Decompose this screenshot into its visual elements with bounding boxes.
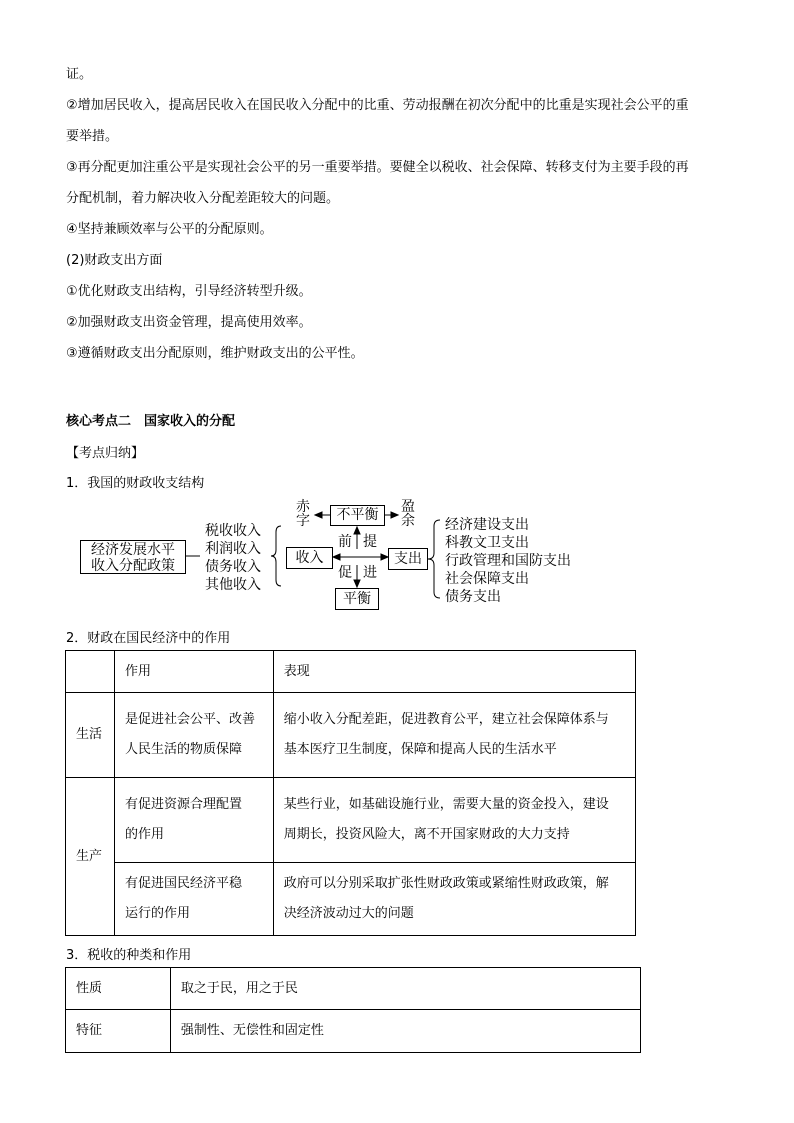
cell-line: 人民生活的物质保障 xyxy=(124,742,242,757)
cell-line: 周期长，投资风险大，离不开国家财政的大力支持 xyxy=(283,827,570,842)
subsection-title-2: 2．财政在国民经济中的作用 xyxy=(66,631,231,646)
tax-table xyxy=(65,967,641,1053)
intro-paragraphs xyxy=(66,60,736,370)
expenditure-box: 支出 xyxy=(388,548,428,570)
table-row xyxy=(66,1010,641,1053)
income-box: 收入 xyxy=(286,547,333,569)
header-cell: 表现 xyxy=(273,651,635,693)
surplus-label xyxy=(401,500,415,528)
cell-line: 运行的作用 xyxy=(124,906,190,921)
cell-line: 有促进资源合理配置 xyxy=(124,797,242,812)
surplus-char: 余 xyxy=(401,513,415,529)
text-line: 要举措。 xyxy=(66,129,119,144)
balance-box: 平衡 xyxy=(335,588,379,610)
role-cell xyxy=(114,778,273,863)
finance-role-table xyxy=(65,650,636,936)
surplus-char: 盈 xyxy=(401,499,415,515)
row-label: 生产 xyxy=(66,778,115,936)
promote-label-2: 进 xyxy=(363,565,377,581)
expense-type: 行政管理和国防支出 xyxy=(445,553,571,569)
cell-line: 是促进社会公平、改善 xyxy=(124,712,255,727)
cell-line: 有促进国民经济平稳 xyxy=(124,876,242,891)
promote-label-1: 促 xyxy=(338,565,352,581)
cell-line: 某些行业，如基础设施行业，需要大量的资金投入，建设 xyxy=(283,797,609,812)
income-type: 债务收入 xyxy=(205,559,261,575)
factor-policy: 收入分配政策 xyxy=(91,558,175,574)
expense-type: 债务支出 xyxy=(445,589,501,605)
header-cell: 作用 xyxy=(114,651,273,693)
income-type: 利润收入 xyxy=(205,541,261,557)
deficit-char: 字 xyxy=(296,513,310,529)
show-cell xyxy=(273,778,635,863)
text-line: (2)财政支出方面 xyxy=(66,253,163,268)
show-cell xyxy=(273,693,635,778)
expense-type: 科教文卫支出 xyxy=(445,535,529,551)
text-line: ③再分配更加注重公平是实现社会公平的另一重要举措。要健全以税收、社会保障、转移支付为主要手段的再 xyxy=(66,160,689,175)
header-cell xyxy=(66,651,115,693)
text-line: ②增加居民收入，提高居民收入在国民收入分配中的比重、劳动报酬在初次分配中的比重是实现社会公平的重 xyxy=(66,98,689,113)
table-row xyxy=(66,968,641,1010)
row-label: 生活 xyxy=(66,693,115,778)
show-cell xyxy=(273,863,635,936)
summary-tag: 【考点归纳】 xyxy=(66,446,145,461)
text-line: ②加强财政支出资金管理，提高使用效率。 xyxy=(66,315,312,330)
income-types xyxy=(205,522,261,594)
cell-line: 政府可以分别采取扩张性财政政策或紧缩性财政政策，解 xyxy=(283,876,609,891)
text-line: ③遵循财政支出分配原则，维护财政支出的公平性。 xyxy=(66,346,364,361)
income-type: 其他收入 xyxy=(205,577,261,593)
expense-types xyxy=(445,516,571,606)
row-label: 特征 xyxy=(66,1010,171,1053)
premise-label-2: 提 xyxy=(363,534,377,550)
factor-economy: 经济发展水平 xyxy=(91,542,175,558)
subsection-title-1: 1．我国的财政收支结构 xyxy=(66,476,205,491)
row-value: 取之于民，用之于民 xyxy=(170,968,640,1010)
section-title: 核心考点二 国家收入的分配 xyxy=(66,414,236,429)
factors-box xyxy=(80,540,186,574)
subsection-title-3: 3．税收的种类和作用 xyxy=(66,948,192,963)
text-line: ④坚持兼顾效率与公平的分配原则。 xyxy=(66,222,273,237)
table-row xyxy=(66,863,636,936)
row-value: 强制性、无偿性和固定性 xyxy=(170,1010,640,1053)
table-row xyxy=(66,778,636,863)
text-line: ①优化财政支出结构，引导经济转型升级。 xyxy=(66,284,312,299)
role-cell xyxy=(114,693,273,778)
imbalance-box: 不平衡 xyxy=(330,505,385,526)
text-line: 证。 xyxy=(66,67,93,82)
expense-type: 社会保障支出 xyxy=(445,571,529,587)
deficit-char: 赤 xyxy=(296,499,310,515)
premise-label-1: 前 xyxy=(338,534,352,550)
cell-line: 决经济波动过大的问题 xyxy=(283,906,414,921)
row-label: 性质 xyxy=(66,968,171,1010)
table-header-row xyxy=(66,651,636,693)
deficit-label xyxy=(296,500,310,528)
expense-type: 经济建设支出 xyxy=(445,517,529,533)
table-row xyxy=(66,693,636,778)
cell-line: 基本医疗卫生制度，保障和提高人民的生活水平 xyxy=(283,742,557,757)
cell-line: 的作用 xyxy=(124,827,164,842)
role-cell xyxy=(114,863,273,936)
text-line: 分配机制，着力解决收入分配差距较大的问题。 xyxy=(66,191,340,206)
income-type: 税收收入 xyxy=(205,523,261,539)
cell-line: 缩小收入分配差距，促进教育公平，建立社会保障体系与 xyxy=(283,712,609,727)
